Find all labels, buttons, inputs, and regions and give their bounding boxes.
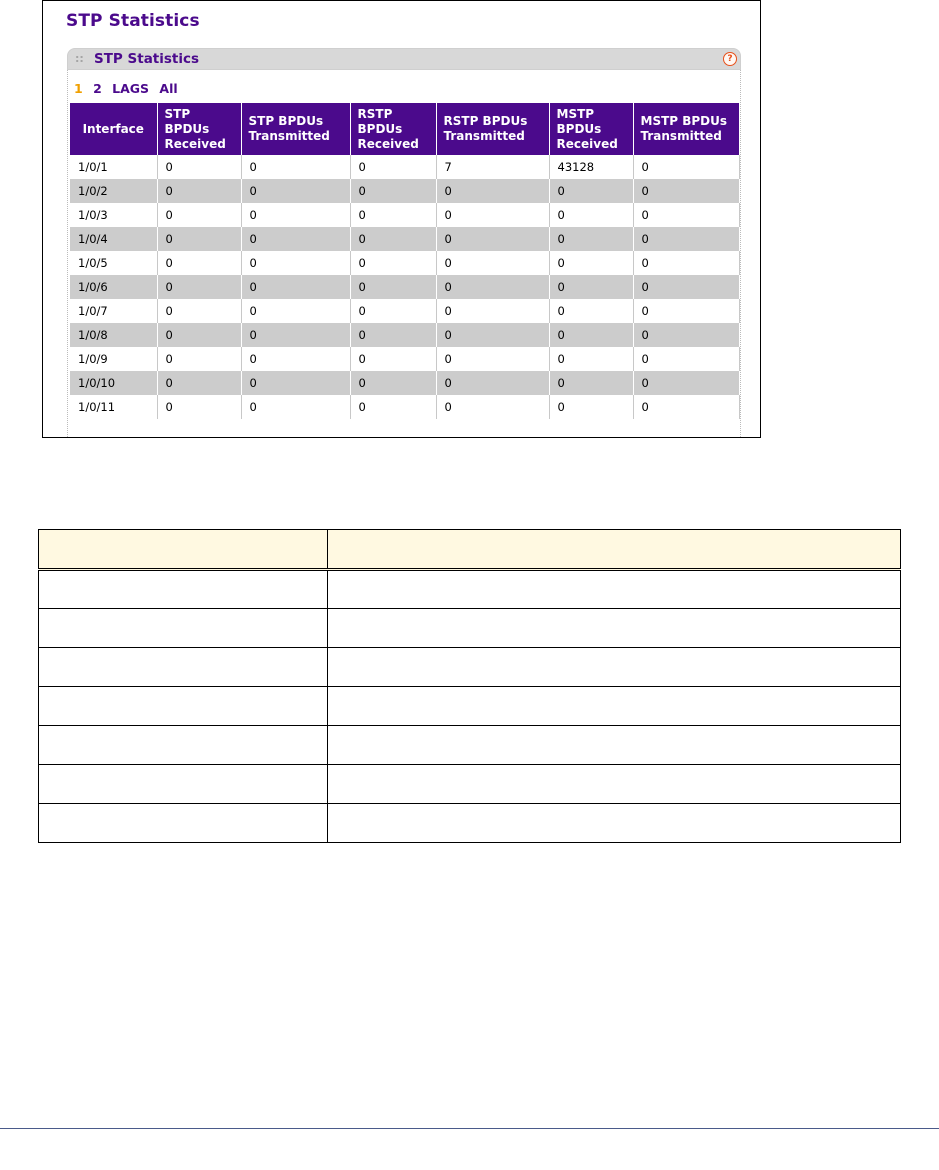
cell-stp-transmitted: 0	[241, 299, 350, 323]
description-field-cell	[39, 570, 328, 609]
description-header-row	[39, 530, 901, 570]
table-row	[70, 323, 740, 347]
cell-rstp-transmitted: 0	[436, 179, 549, 203]
description-table	[38, 529, 901, 843]
column-header-rstp-transmitted: RSTP BPDUs Transmitted	[436, 103, 549, 155]
cell-mstp-transmitted: 0	[633, 203, 740, 227]
cell-mstp-received: 0	[549, 251, 633, 275]
table-row	[70, 395, 740, 419]
cell-stp-received: 0	[157, 227, 241, 251]
column-header-interface: Interface	[70, 103, 157, 155]
description-text-cell	[328, 570, 901, 609]
table-header-row	[70, 103, 740, 155]
grip-icon: ::	[75, 52, 84, 65]
table-row	[70, 179, 740, 203]
table-row	[70, 155, 740, 179]
screenshot-frame	[42, 0, 761, 438]
cell-stp-transmitted: 0	[241, 179, 350, 203]
cell-stp-received: 0	[157, 299, 241, 323]
cell-rstp-received: 0	[350, 371, 436, 395]
column-header-rstp-received: RSTP BPDUs Received	[350, 103, 436, 155]
description-field-cell	[39, 726, 328, 765]
cell-mstp-transmitted: 0	[633, 251, 740, 275]
cell-mstp-received: 0	[549, 347, 633, 371]
panel-header	[67, 48, 741, 70]
cell-stp-transmitted: 0	[241, 227, 350, 251]
table-row	[70, 299, 740, 323]
cell-stp-transmitted: 0	[241, 323, 350, 347]
description-text-cell	[328, 804, 901, 843]
cell-rstp-received: 0	[350, 179, 436, 203]
table-row	[70, 347, 740, 371]
description-text-cell	[328, 726, 901, 765]
cell-rstp-received: 0	[350, 275, 436, 299]
cell-stp-received: 0	[157, 203, 241, 227]
cell-mstp-received: 0	[549, 203, 633, 227]
page-title: STP Statistics	[66, 11, 200, 31]
description-row	[39, 687, 901, 726]
cell-mstp-transmitted: 0	[633, 323, 740, 347]
pager-link-all[interactable]: All	[159, 81, 178, 96]
cell-interface: 1/0/6	[70, 275, 157, 299]
cell-rstp-transmitted: 0	[436, 323, 549, 347]
cell-mstp-received: 0	[549, 299, 633, 323]
stp-statistics-table	[70, 103, 740, 419]
cell-rstp-received: 0	[350, 395, 436, 419]
column-header-mstp-received: MSTP BPDUs Received	[549, 103, 633, 155]
cell-rstp-received: 0	[350, 323, 436, 347]
cell-stp-transmitted: 0	[241, 251, 350, 275]
cell-interface: 1/0/11	[70, 395, 157, 419]
table-row	[70, 275, 740, 299]
description-field-cell	[39, 648, 328, 687]
cell-interface: 1/0/5	[70, 251, 157, 275]
description-header-description	[328, 530, 901, 570]
table-row	[70, 227, 740, 251]
cell-stp-received: 0	[157, 155, 241, 179]
cell-stp-received: 0	[157, 323, 241, 347]
cell-rstp-transmitted: 0	[436, 251, 549, 275]
cell-interface: 1/0/10	[70, 371, 157, 395]
pager-link-1[interactable]: 1	[74, 81, 83, 96]
panel-title: STP Statistics	[94, 51, 200, 67]
stp-statistics-panel	[67, 48, 741, 437]
description-row	[39, 726, 901, 765]
description-field-cell	[39, 765, 328, 804]
cell-rstp-transmitted: 0	[436, 275, 549, 299]
cell-stp-transmitted: 0	[241, 395, 350, 419]
cell-stp-received: 0	[157, 371, 241, 395]
cell-rstp-transmitted: 0	[436, 299, 549, 323]
pager-link-2[interactable]: 2	[93, 81, 102, 96]
column-header-stp-transmitted: STP BPDUs Transmitted	[241, 103, 350, 155]
cell-interface: 1/0/2	[70, 179, 157, 203]
cell-mstp-received: 0	[549, 323, 633, 347]
column-header-mstp-transmitted: MSTP BPDUs Transmitted	[633, 103, 740, 155]
cell-stp-received: 0	[157, 347, 241, 371]
description-text-cell	[328, 765, 901, 804]
description-field-cell	[39, 804, 328, 843]
cell-rstp-received: 0	[350, 251, 436, 275]
cell-stp-received: 0	[157, 275, 241, 299]
cell-rstp-transmitted: 0	[436, 203, 549, 227]
cell-interface: 1/0/9	[70, 347, 157, 371]
cell-rstp-transmitted: 0	[436, 347, 549, 371]
description-row	[39, 765, 901, 804]
table-row	[70, 251, 740, 275]
panel-body	[67, 70, 741, 437]
cell-rstp-transmitted: 0	[436, 371, 549, 395]
cell-mstp-received: 0	[549, 395, 633, 419]
cell-mstp-transmitted: 0	[633, 299, 740, 323]
description-text-cell	[328, 648, 901, 687]
cell-mstp-received: 0	[549, 275, 633, 299]
cell-rstp-transmitted: 0	[436, 227, 549, 251]
cell-stp-received: 0	[157, 395, 241, 419]
cell-stp-transmitted: 0	[241, 203, 350, 227]
footer-divider	[0, 1128, 939, 1129]
cell-stp-received: 0	[157, 179, 241, 203]
cell-stp-transmitted: 0	[241, 347, 350, 371]
description-text-cell	[328, 609, 901, 648]
help-icon[interactable]: ?	[723, 52, 737, 66]
cell-interface: 1/0/7	[70, 299, 157, 323]
cell-mstp-transmitted: 0	[633, 227, 740, 251]
table-body	[70, 155, 740, 419]
description-row	[39, 648, 901, 687]
cell-mstp-transmitted: 0	[633, 155, 740, 179]
cell-mstp-received: 0	[549, 227, 633, 251]
cell-mstp-transmitted: 0	[633, 275, 740, 299]
cell-interface: 1/0/8	[70, 323, 157, 347]
cell-mstp-received: 0	[549, 371, 633, 395]
cell-mstp-transmitted: 0	[633, 371, 740, 395]
description-header-field	[39, 530, 328, 570]
cell-mstp-received: 43128	[549, 155, 633, 179]
table-row	[70, 203, 740, 227]
cell-rstp-received: 0	[350, 203, 436, 227]
cell-stp-transmitted: 0	[241, 371, 350, 395]
description-text-cell	[328, 687, 901, 726]
table-row	[70, 371, 740, 395]
cell-stp-transmitted: 0	[241, 155, 350, 179]
description-row	[39, 609, 901, 648]
cell-rstp-received: 0	[350, 347, 436, 371]
cell-mstp-transmitted: 0	[633, 347, 740, 371]
cell-rstp-received: 0	[350, 227, 436, 251]
pager-link-lags[interactable]: LAGS	[112, 81, 150, 96]
cell-mstp-transmitted: 0	[633, 179, 740, 203]
description-row	[39, 804, 901, 843]
cell-rstp-received: 0	[350, 299, 436, 323]
cell-rstp-transmitted: 0	[436, 395, 549, 419]
cell-mstp-transmitted: 0	[633, 395, 740, 419]
cell-stp-received: 0	[157, 251, 241, 275]
cell-rstp-received: 0	[350, 155, 436, 179]
cell-interface: 1/0/4	[70, 227, 157, 251]
cell-mstp-received: 0	[549, 179, 633, 203]
description-field-cell	[39, 609, 328, 648]
description-field-cell	[39, 687, 328, 726]
cell-rstp-transmitted: 7	[436, 155, 549, 179]
description-row	[39, 570, 901, 609]
pager	[74, 81, 184, 96]
cell-interface: 1/0/3	[70, 203, 157, 227]
cell-stp-transmitted: 0	[241, 275, 350, 299]
cell-interface: 1/0/1	[70, 155, 157, 179]
column-header-stp-received: STP BPDUs Received	[157, 103, 241, 155]
